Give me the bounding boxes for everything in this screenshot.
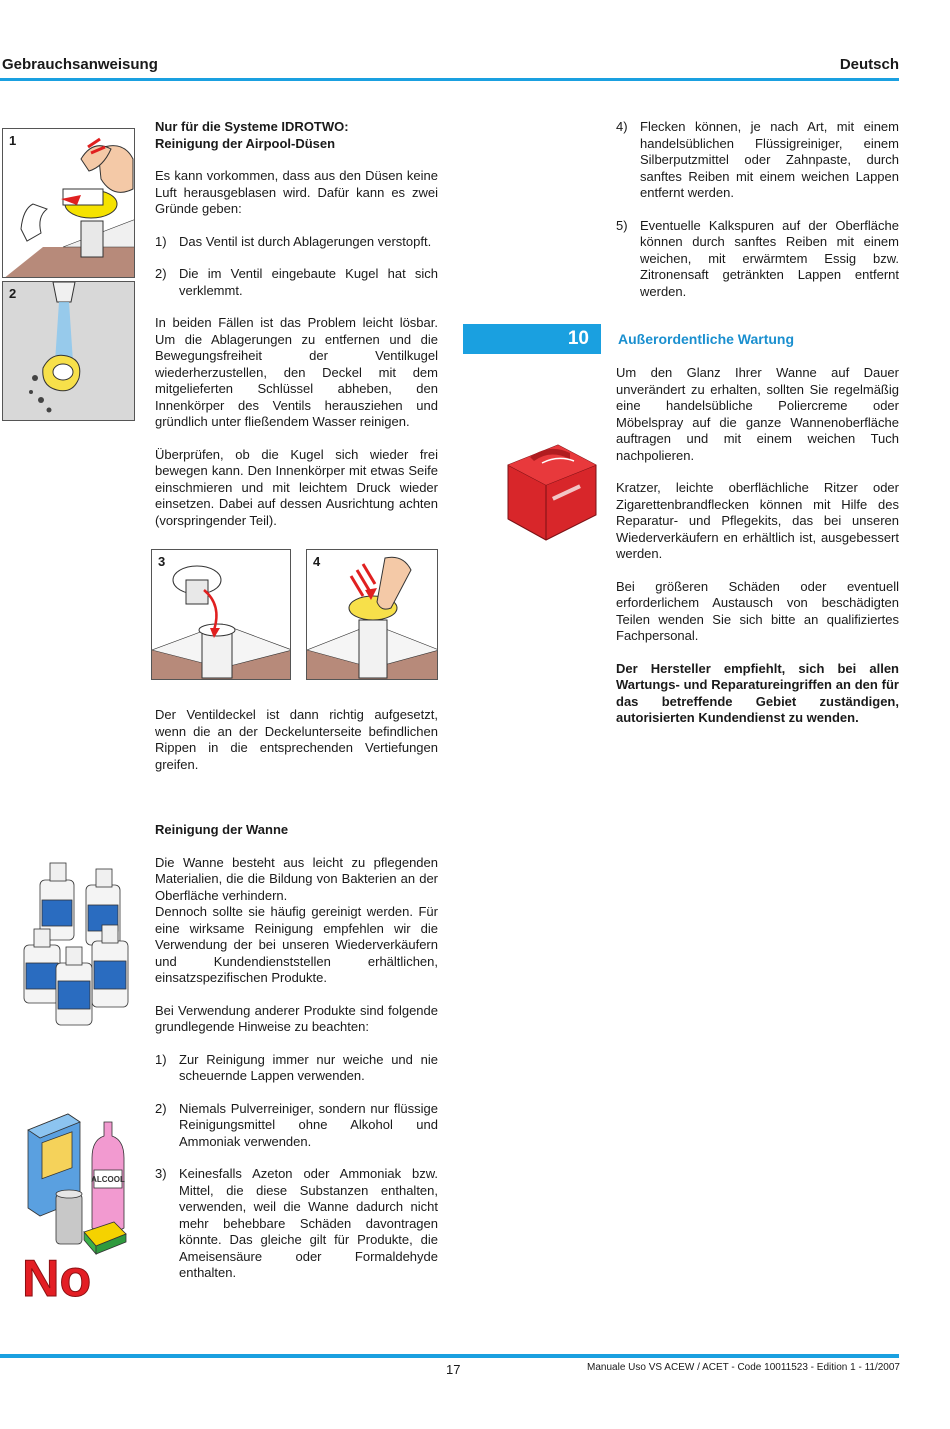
wanne-item-1: 1) Zur Reinigung immer nur weiche und nie scheuernde Lappen verwenden. [155, 1051, 438, 1083]
right-column-list [616, 119, 899, 300]
section-10-para-1: Um den Glanz Ihrer Wanne auf Dauer unverändert zu erhalten, sollten Sie regelmäßig eine handelsübliche Poliercreme oder Möbelspray auf die ganze Wannenoberfläche auftragen und mit einem weichen Tuch nachpolieren. [616, 365, 899, 463]
figure-2 [2, 281, 135, 421]
wanne-item-2: 2) Niemals Pulverreiniger, sondern nur flüssige Reinigungsmittel ohne Alkohol und Ammoniak verwenden. [155, 1100, 438, 1149]
forbidden-products-illustration [22, 1100, 134, 1300]
figure-1-number: 1 [9, 133, 17, 148]
no-label: No [22, 1250, 92, 1300]
wanne-section [155, 822, 438, 1282]
idrotwo-title-1: Nur für die Systeme IDROTWO: [155, 119, 349, 134]
valve-insert-illustration [152, 550, 291, 680]
repair-kit-case-illustration [498, 435, 600, 545]
idrotwo-intro: Es kann vorkommen, dass aus den Düsen keine Luft herausgeblasen wird. Dafür kann es zwei Gründe geben: [155, 168, 438, 216]
figure-2-number: 2 [9, 286, 17, 301]
section-10-para-3: Bei größeren Schäden oder eventuell erforderlichem Austausch von beschädigten Teilen wenden Sie sich bitte an qualifiziertes Fachpersonal. [616, 578, 899, 643]
cleaning-bottles-illustration [22, 855, 134, 1027]
figure-3 [151, 549, 291, 680]
idrotwo-para-1: In beiden Fällen ist das Problem leicht lösbar. Um die Ablagerungen zu entfernen und die Bewegungsfreiheit der Ventilkugel wiederherzustellen, den Deckel mit dem mitgelieferten Schlüssel abheben, den Innenkörper des Ventils herausziehen und gründlich unter fließendem Wasser reinigen. [155, 315, 438, 429]
wanne-title: Reinigung der Wanne [155, 822, 289, 837]
section-10-title: Außerordentliche Wartung [618, 331, 795, 347]
idrotwo-title-2: Reinigung der Airpool-Düsen [155, 135, 336, 151]
wanne-para-2: Dennoch sollte sie häufig gereinigt werden. Für eine wirksame Reinigung empfehlen wir die Verwendung der bei unseren Wiederverkäufern und Kundendienststellen erhältlichen, einsatzspezifischen Produkte. [155, 904, 438, 985]
idrotwo-item-1: 1) Das Ventil ist durch Ablagerungen verstopft. [155, 233, 432, 249]
idrotwo-para-2: Überprüfen, ob die Kugel sich wieder frei bewegen kann. Den Innenkörper mit etwas Seife einschmieren und mit leichtem Druck wieder einsetzen. Dabei auf dessen Ausrichtung achten (vorspringender Teil). [155, 446, 438, 528]
idrotwo-item-2: 2) Die im Ventil eingebaute Kugel hat sich verklemmt. [155, 266, 438, 298]
figure-4-number: 4 [313, 554, 321, 569]
wanne-para-3: Bei Verwendung anderer Produkte sind folgende grundlegende Hinweise zu beachten: [155, 1002, 438, 1034]
section-10-para-2: Kratzer, leichte oberflächliche Ritzer oder Zigarettenbrandflecken können mit Hilfe des Reparatur- und Pflegekits, das bei unseren Wiederverkäufern en erhältlich ist, ausgebessert werden. [616, 480, 899, 561]
right-item-5: 5) Eventuelle Kalkspuren auf der Oberfläche können durch sanftes Reiben mit einem weichen, mit erwärmtem Essig bzw. Zitronensaft getränkten Lappen entfernt werden. [616, 217, 899, 299]
figure-4 [306, 549, 438, 680]
header-left: Gebrauchsanweisung [2, 56, 158, 73]
section-10-body [616, 365, 899, 727]
page-number: 17 [446, 1362, 461, 1377]
wanne-item-3: 3) Keinesfalls Azeton oder Ammoniak bzw. Mittel, die diese Substanzen enthalten, verwenden, weil die Wanne dadurch nicht mehr behebbare Schäden davontragen könnte. Das gleiche gilt für Produkte, die Ameisensäure oder Formaldehyde enthalten. [155, 1166, 438, 1280]
valve-press-illustration [307, 550, 438, 680]
header-rule [0, 78, 899, 81]
valve-removal-illustration [3, 129, 135, 278]
figure-3-number: 3 [158, 554, 166, 569]
wanne-para-1: Die Wanne besteht aus leicht zu pflegenden Materialien, die die Bildung von Bakterien an der Oberfläche verhindern. [155, 854, 438, 903]
footer-rule [0, 1354, 899, 1358]
right-item-4: 4) Flecken können, je nach Art, mit einem handelsüblichen Flüssigreiniger, einem Silberputzmittel oder Zahnpaste, durch sanftes Reiben mit einem weichen Lappen entfernt werden. [616, 119, 899, 200]
idrotwo-para-3: Der Ventildeckel ist dann richtig aufgesetzt, wenn die an der Deckelunterseite befindlichen Rippen in die entsprechenden Vertiefungen greifen. [155, 707, 438, 772]
section-10-number: 10 [463, 324, 601, 354]
alcool-label: ALCOOL [91, 1175, 125, 1184]
valve-rinse-illustration [3, 282, 135, 421]
section-10-para-4: Der Hersteller empfiehlt, sich bei allen Wartungs- und Reparatureingriffen an den für das betreffende Gebiet zuständigen, autorisierten Kundendienst zu wenden. [616, 660, 899, 725]
idrotwo-section [155, 119, 438, 529]
figure-1 [2, 128, 135, 278]
header-right: Deutsch [839, 56, 899, 73]
manual-reference: Manuale Uso VS ACEW / ACET - Code 10011523 - Edition 1 - 11/2007 [587, 1362, 900, 1373]
